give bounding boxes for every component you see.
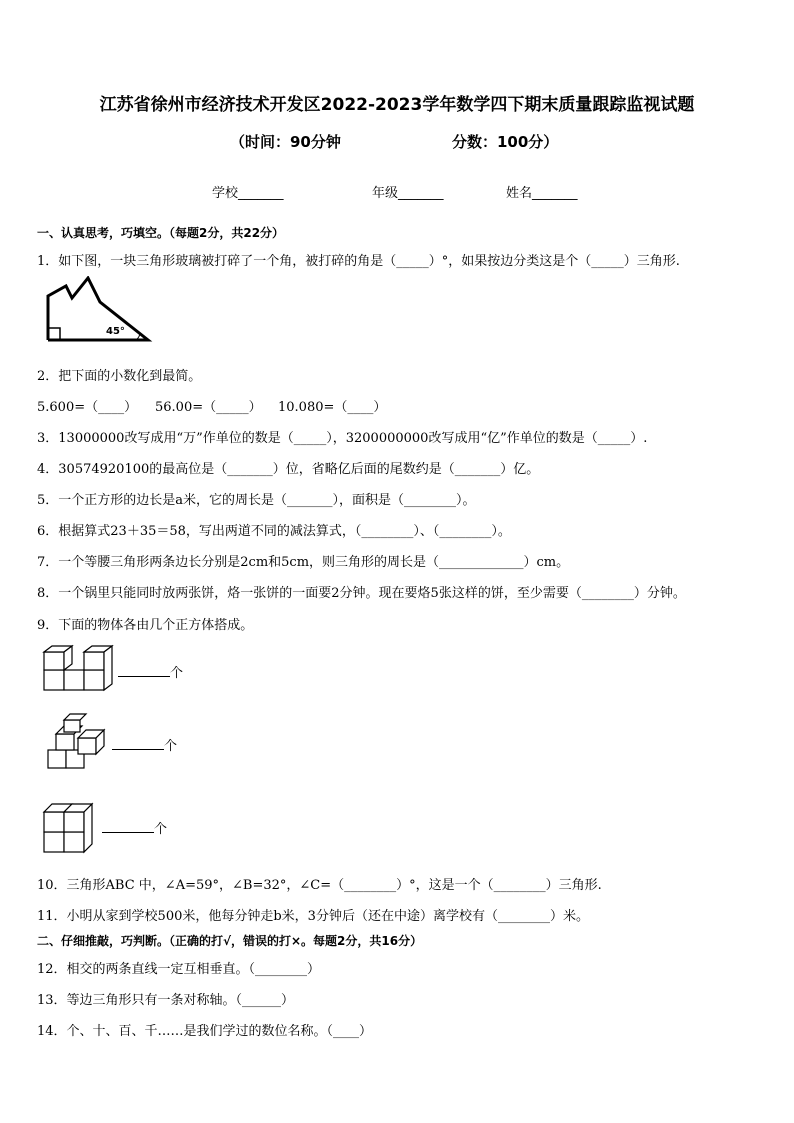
page-title: 江苏省徐州市经济技术开发区2022-2023学年数学四下期末质量跟踪监视试题	[99, 95, 695, 115]
section-2-heading: 二、仔细推敲，巧判断。（正确的打√，错误的打×。每题2分，共16分）	[37, 934, 423, 948]
question-2c: 10.080=（____）	[278, 400, 387, 415]
cube-figure-3	[42, 800, 98, 854]
question-3: 3．13000000改写成用“万”作单位的数是（_____），3200000000改写成用“亿”作单位的数是（_____）.	[37, 431, 648, 446]
question-13: 13．等边三角形只有一条对称轴。（______）	[37, 993, 295, 1008]
question-2b: 56.00=（_____）	[155, 400, 262, 415]
question-11: 11．小明从家到学校500米，他每分钟走b米，3分钟后（还在中途）离学校有（________）米。	[37, 909, 589, 924]
name-field: 姓名_______	[506, 186, 578, 201]
question-12: 12．相交的两条直线一定互相垂直。（________）	[37, 962, 321, 977]
question-7: 7．一个等腰三角形两条边长分别是2cm和5cm，则三角形的周长是（_____________）cm。	[37, 555, 570, 570]
cube-answer-3: 个	[102, 818, 167, 837]
question-4: 4．30574920100的最高位是（_______）位，省略亿后面的尾数约是（_______）亿。	[37, 462, 540, 477]
exam-time: （时间：90分钟	[230, 133, 341, 151]
cube-answer-1: 个	[118, 662, 183, 681]
question-1: 1．如下图，一块三角形玻璃被打碎了一个角，被打碎的角是（_____）°，如果按边分类这是个（_____）三角形.	[37, 254, 680, 269]
section-1-heading: 一、认真思考，巧填空。（每题2分，共22分）	[37, 226, 285, 240]
cube-figure-2	[44, 712, 108, 772]
broken-triangle-figure	[44, 276, 154, 344]
question-9: 9．下面的物体各由几个正方体搭成。	[37, 618, 254, 633]
question-14: 14．个、十、百、千……是我们学过的数位名称。（____）	[37, 1024, 373, 1039]
question-8: 8．一个锅里只能同时放两张饼，烙一张饼的一面要2分钟。现在要烙5张这样的饼，至少需要（________）分钟。	[37, 586, 686, 601]
question-6: 6．根据算式23＋35＝58，写出两道不同的减法算式，（________）、（________）。	[37, 524, 511, 539]
cube-figure-1	[42, 644, 114, 692]
question-10: 10．三角形ABC 中，∠A=59°，∠B=32°，∠C=（________）°，这是一个（________）三角形.	[37, 878, 602, 893]
question-5: 5．一个正方形的边长是a米，它的周长是（_______），面积是（________）。	[37, 493, 476, 508]
question-2: 2．把下面的小数化到最简。	[37, 369, 202, 384]
question-2a: 5.600=（____）	[37, 400, 138, 415]
angle-label: 45°	[106, 326, 125, 337]
exam-score: 分数：100分）	[452, 133, 559, 151]
grade-field: 年级_______	[372, 186, 444, 201]
cube-answer-2: 个	[112, 735, 177, 754]
school-field: 学校_______	[212, 186, 284, 201]
